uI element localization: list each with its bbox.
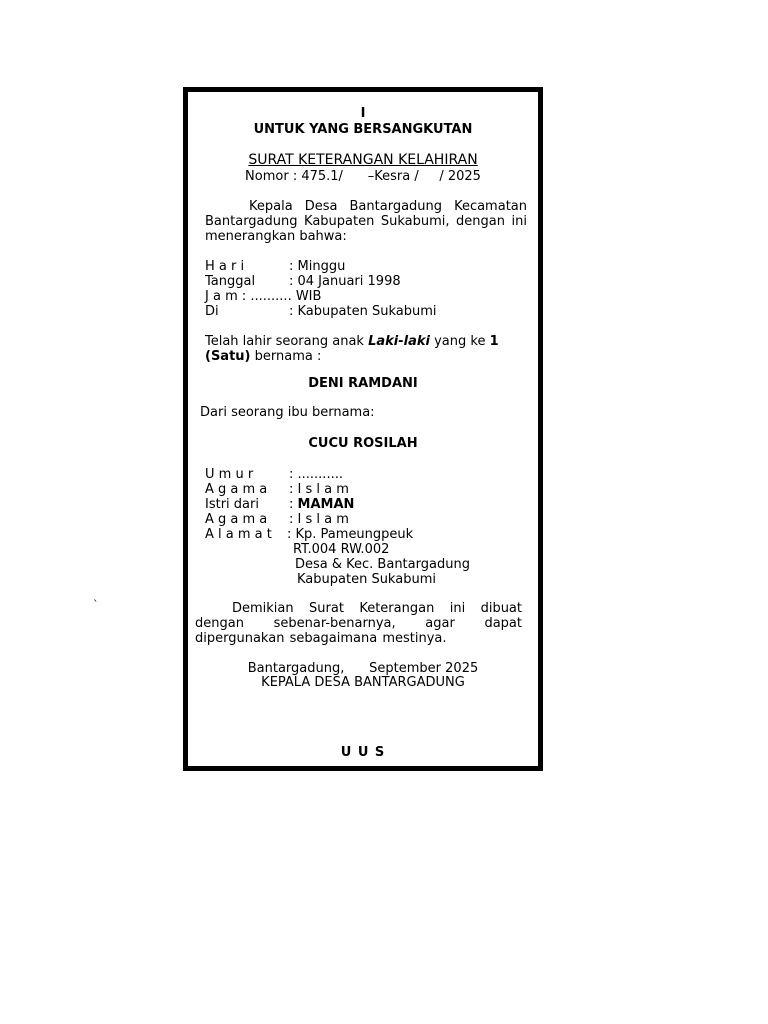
di-value: : Kabupaten Sukabumi — [289, 304, 437, 319]
closing-paragraph: Demikian Surat Keterangan ini dibuat dengan sebenar-benarnya, agar dapat dipergunakan sebagaimana mestinya. — [195, 601, 522, 646]
child-order: 1 — [489, 334, 499, 349]
mother-intro: Dari seorang ibu bernama: — [200, 405, 375, 420]
istri-value-line — [289, 497, 354, 512]
birth-statement-mid: yang ke — [429, 334, 490, 349]
document-title: SURAT KETERANGAN KELAHIRAN — [248, 152, 478, 168]
stray-mark: ` — [93, 598, 99, 611]
place-date: Bantargadung, September 2025 — [247, 661, 479, 676]
birth-statement-post: bernama : — [250, 349, 322, 364]
alamat-label: A l a m a t — [205, 527, 272, 542]
jam-line: J a m : .......... WIB — [205, 289, 322, 304]
umur-value: : ........... — [289, 467, 343, 482]
birth-statement — [205, 334, 519, 364]
istri-colon: : — [289, 497, 298, 512]
agama2-value: : I s l a m — [289, 512, 349, 527]
document-number: Nomor : 475.1/ –Kesra / / 2025 — [245, 169, 481, 184]
agama-value: : I s l a m — [289, 482, 349, 497]
agama2-label: A g a m a — [205, 512, 268, 527]
tanggal-label: Tanggal — [205, 274, 256, 289]
umur-label: U m u r — [205, 467, 254, 482]
alamat-line-3: Desa & Kec. Bantargadung — [295, 557, 470, 572]
hari-value: : Minggu — [289, 259, 346, 274]
di-label: Di — [205, 304, 219, 319]
alamat-line-4: Kabupaten Sukabumi — [297, 572, 436, 587]
child-order-word: (Satu) — [205, 349, 251, 364]
hari-label: H a r i — [205, 259, 245, 274]
istri-label: Istri dari — [205, 497, 259, 512]
signer-title: KEPALA DESA BANTARGADUNG — [261, 675, 465, 690]
intro-paragraph: Kepala Desa Bantargadung Kecamatan Bantargadung Kabupaten Sukabumi, dengan ini menerangkan bahwa: — [205, 199, 527, 244]
birth-statement-pre: Telah lahir seorang anak — [205, 334, 369, 349]
child-name: DENI RAMDANI — [308, 376, 418, 391]
husband-name: MAMAN — [297, 497, 355, 512]
certificate-frame — [183, 87, 543, 771]
mother-name: CUCU ROSILAH — [308, 436, 418, 451]
alamat-line-2: RT.004 RW.002 — [293, 542, 390, 557]
agama-label: A g a m a — [205, 482, 268, 497]
document-heading: UNTUK YANG BERSANGKUTAN — [253, 122, 473, 137]
child-gender: Laki-laki — [368, 334, 430, 349]
signer-name: U U S — [340, 745, 386, 760]
roman-numeral: I — [360, 106, 366, 121]
alamat-value: : Kp. Pameungpeuk — [287, 527, 414, 542]
tanggal-value: : 04 Januari 1998 — [289, 274, 401, 289]
